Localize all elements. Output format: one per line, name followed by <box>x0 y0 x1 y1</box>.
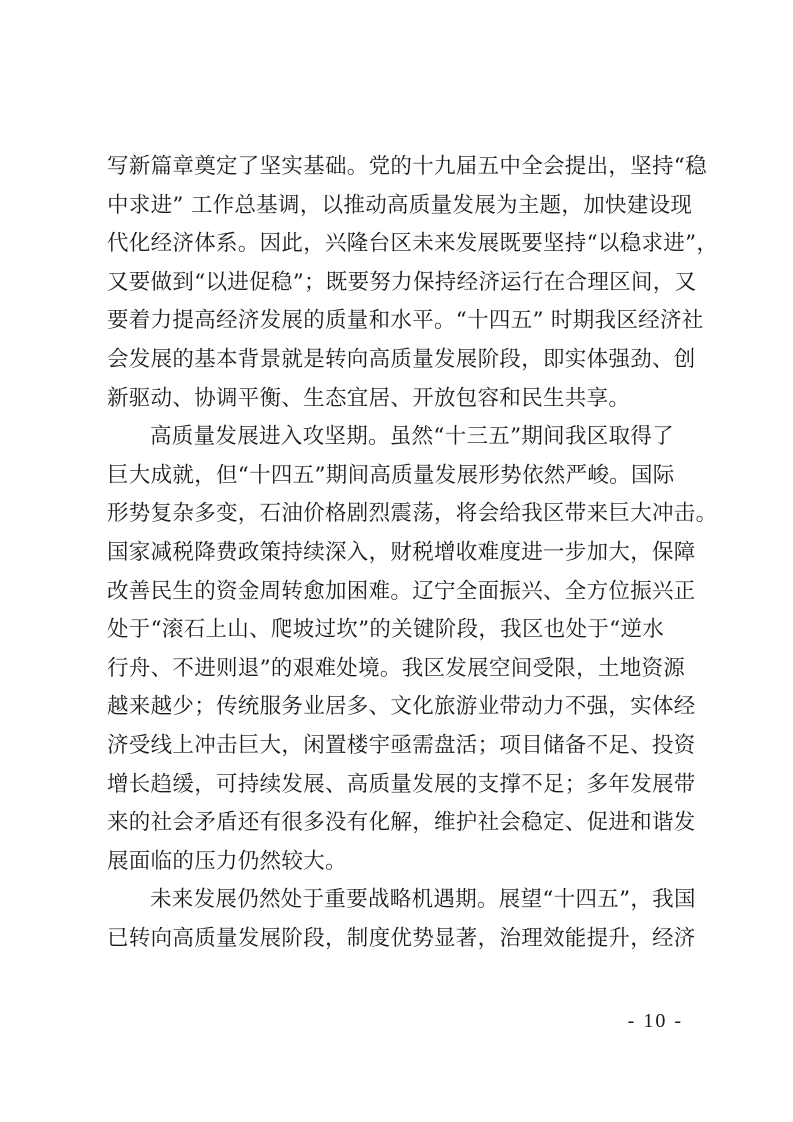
text-line: 中求进” 工作总基调，以推动高质量发展为主题，加快建设现 <box>107 192 693 218</box>
text-line: 改善民生的资金周转愈加困难。辽宁全面振兴、全方位振兴正 <box>107 578 696 604</box>
text-line: 写新篇章奠定了坚实基础。党的十九届五中全会提出，坚持“稳 <box>107 154 707 179</box>
text-line: 代化经济体系。因此，兴隆台区未来发展既要坚持“以稳求进”， <box>107 231 719 257</box>
text-line: 展面临的压力仍然较大。 <box>107 848 347 874</box>
text-line: 行舟、不进则退”的艰难处境。我区发展空间受限，土地资源 <box>107 655 686 681</box>
text-line: 处于“滚石上山、爬坡过坎”的关键阶段，我区也处于“逆水 <box>107 617 665 643</box>
text-line: 巨大成就，但“十四五”期间高质量发展形势依然严峻。国际 <box>107 462 675 488</box>
paragraph-1 <box>107 148 719 418</box>
paragraph-2 <box>107 418 718 881</box>
text-line: 增长趋缓，可持续发展、高质量发展的支撑不足；多年发展带 <box>107 771 696 797</box>
page-number: - 10 - <box>627 1010 683 1032</box>
paragraph-3 <box>107 881 696 958</box>
text-line: 已转向高质量发展阶段，制度优势显著，治理效能提升，经济 <box>107 925 696 951</box>
text-line: 会发展的基本背景就是转向高质量发展阶段，即实体强劲、创 <box>107 346 696 372</box>
text-line: 形势复杂多变，石油价格剧烈震荡，将会给我区带来巨大冲击。 <box>107 501 718 527</box>
text-line: 未来发展仍然处于重要战略机遇期。展望“十四五”，我国 <box>150 887 696 913</box>
body-text <box>107 148 719 958</box>
text-line: 国家减税降费政策持续深入，财税增收难度进一步加大，保障 <box>107 539 696 565</box>
text-line: 又要做到“以进促稳”；既要努力保持经济运行在合理区间，又 <box>107 269 697 295</box>
text-line: 新驱动、协调平衡、生态宜居、开放包容和民生共享。 <box>107 385 631 411</box>
text-line: 高质量发展进入攻坚期。虽然“十三五”期间我区取得了 <box>150 424 674 450</box>
text-line: 越来越少；传统服务业居多、文化旅游业带动力不强，实体经 <box>107 694 696 720</box>
text-line: 来的社会矛盾还有很多没有化解，维护社会稳定、促进和谐发 <box>107 810 696 836</box>
text-line: 济受线上冲击巨大，闲置楼宇亟需盘活；项目储备不足、投资 <box>107 732 696 758</box>
text-line: 要着力提高经济发展的质量和水平。“十四五” 时期我区经济社 <box>107 308 704 334</box>
